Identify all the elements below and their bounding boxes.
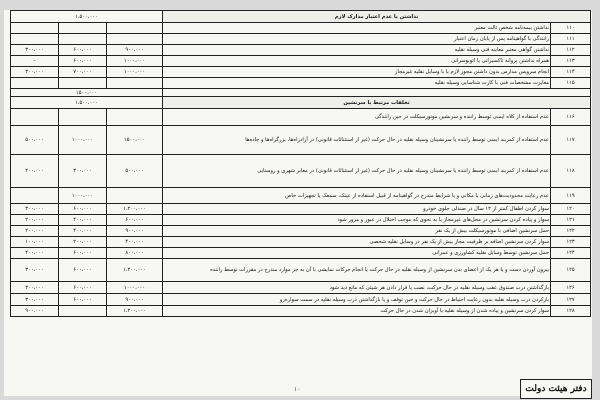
fine-amount-3: ۱،۲۰۰،۰۰۰ (107, 306, 163, 317)
violation-description: عدم رعایت محدودیت‌های زمانی یا مکانی و یا شرایط مندرج در گواهینامه از قبیل استفاده از عینک، سمعک یا تجهیزات خاص (163, 188, 551, 204)
row-number: ۱۲۱ (551, 215, 591, 226)
fine-amount-3: ۸۰۰،۰۰۰ (107, 248, 163, 259)
row-number: ۱۱۹ (551, 188, 591, 204)
fine-amount-1: ۲۰۰،۰۰۰ (11, 155, 59, 188)
fine-amount-1: ۳۰۰،۰۰۰ (11, 259, 59, 282)
row-number: ۱۲۶ (551, 282, 591, 294)
fine-amount-2 (59, 23, 107, 34)
row-number: ۱۱۴ (551, 67, 591, 78)
table-row (11, 45, 591, 56)
violation-description: عدم استفاده از کمربند ایمنی توسط راننده یا سرنشینان وسیله نقلیه در حال حرکت (غیر از استثنائات قانونی) در معابر شهری و روستایی (163, 155, 551, 188)
table-row (11, 204, 591, 215)
row-number: ۱۱۱ (551, 34, 591, 45)
section-footer-blank (163, 89, 591, 97)
fine-amount-1: ۳۰۰،۰۰۰ (11, 67, 59, 78)
fine-amount-1: – (11, 56, 59, 67)
table-row (11, 226, 591, 237)
table-row (11, 237, 591, 248)
fine-amount-3: ۱۵۰۰،۰۰۰ (107, 126, 163, 155)
violation-description: سوار و پیاده کردن سرنشین در محل‌های غیرمجاز یا به نحوی که موجب اختلال در عبور و مرور شود (163, 215, 551, 226)
fine-amount-3 (107, 109, 163, 126)
fine-amount-3 (107, 23, 163, 34)
table-row (11, 126, 591, 155)
row-number: ۱۱۲ (551, 45, 591, 56)
table-row (11, 56, 591, 67)
row-number: ۱۱۵ (551, 78, 591, 89)
section-title: تخلفات مرتبط با سرنشین (163, 97, 591, 109)
fine-amount-3: ۹۰۰،۰۰۰ (107, 45, 163, 56)
fine-amount-2: ۴۰۰،۰۰۰ (59, 226, 107, 237)
fine-amount-1: ۳۰۰،۰۰۰ (11, 45, 59, 56)
table-row (11, 294, 591, 306)
violation-description: نداشتن گواهی معتبر معاینه فنی وسیله نقلیه (163, 45, 551, 56)
fine-amount-1 (11, 78, 59, 89)
fine-amount-1: ۳۰۰،۰۰۰ (11, 294, 59, 306)
section-title: نداشتن یا عدم اعتبار مدارک لازم (163, 11, 591, 23)
fine-amount-3: ۴۰۰،۰۰۰ (107, 237, 163, 248)
fine-amount-3: ۱۰۰۰،۰۰۰ (107, 56, 163, 67)
fines-table (10, 10, 591, 317)
fine-amount-3: ۵۰۰،۰۰۰ (107, 155, 163, 188)
fine-amount-2: ۶۰۰،۰۰۰ (59, 282, 107, 294)
fine-amount-1: ۳۰۰،۰۰۰ (11, 282, 59, 294)
page-number: ۱۰ (294, 386, 301, 393)
fine-amount-2: ۶۰۰،۰۰۰ (59, 204, 107, 215)
violation-description: انجام سرویس مدارس بدون داشتن مجوز لازم یا با وسایل نقلیه غیرمجاز (163, 67, 551, 78)
violation-description: عدم استفاده از کمربند ایمنی توسط راننده یا سرنشینان وسیله نقلیه در حال حرکت (غیر از استثنائات قانونی) در آزادراه‌ها، بزرگراه‌ها و جاده‌ها (163, 126, 551, 155)
table-row (11, 155, 591, 188)
fine-amount-2: ۶۰۰،۰۰۰ (59, 294, 107, 306)
table-row (11, 23, 591, 34)
section-footer-amount: ۱۵۰۰،۰۰۰ (11, 89, 163, 97)
row-number: ۱۱۶ (551, 109, 591, 126)
row-number: ۱۱۷ (551, 126, 591, 155)
table-row (11, 282, 591, 294)
violation-description: بازگذاشتن درب صندوق عقب وسیله نقلیه در حال حرکت، نصب یا قرار دادن هر شیئی که مانع دید شود (163, 282, 551, 294)
fine-amount-3 (107, 78, 163, 89)
row-number: ۱۲۴ (551, 248, 591, 259)
section-amount: ۱،۵۰۰،۰۰۰ (11, 11, 163, 23)
fine-amount-1: ۴۰۰،۰۰۰ (11, 248, 59, 259)
fine-amount-1 (11, 188, 59, 204)
fine-amount-2: ۶۰۰،۰۰۰ (59, 56, 107, 67)
section-amount: ۱،۵۰۰،۰۰۰ (11, 97, 163, 109)
row-number: ۱۲۷ (551, 294, 591, 306)
fine-amount-2: ۷۰۰،۰۰۰ (59, 67, 107, 78)
fine-amount-2 (59, 306, 107, 317)
fine-amount-2 (59, 78, 107, 89)
violation-description: بیرون آوردن دست و یا هر یک از اعضای بدن سرنشین از وسیله نقلیه در حال حرکت یا انجام حرکات نمایشی با آن به جز موارد مندرج در مقررات توسط راننده (163, 259, 551, 282)
fine-amount-1: ۵۰۰،۰۰۰ (11, 126, 59, 155)
row-number: ۱۲۲ (551, 226, 591, 237)
row-number: ۱۲۵ (551, 259, 591, 282)
table-row (11, 109, 591, 126)
row-number: ۱۱۸ (551, 155, 591, 188)
fine-amount-2 (59, 109, 107, 126)
table-row (11, 259, 591, 282)
government-office-stamp: دفتر هیئت دولت (520, 379, 592, 399)
fine-amount-3: ۱،۲۰۰،۰۰۰ (107, 259, 163, 282)
fine-amount-1 (11, 34, 59, 45)
fine-amount-2: ۱۰۰۰،۰۰۰ (59, 126, 107, 155)
violation-description: حمل سرنشین اضافی با موتورسیکلت بیش از یک نفر (163, 226, 551, 237)
violation-description: سوار کردن سرنشین و پیاده شدن از وسیله نقلیه یا آویزان شدن در حال حرکت (163, 306, 551, 317)
section-header-row (11, 97, 591, 109)
fine-amount-1: ۳۰۰،۰۰۰ (11, 204, 59, 215)
fine-amount-2: ۶۰۰،۰۰۰ (59, 45, 107, 56)
fine-amount-3: ۱،۲۰۰،۰۰۰ (107, 204, 163, 215)
violation-description: سوار کردن اطفال کمتر از ۱۲ سال در صندلی جلوی خودرو (163, 204, 551, 215)
row-number: ۱۲۳ (551, 237, 591, 248)
fine-amount-1: ۱۰۰،۰۰۰ (11, 237, 59, 248)
fine-amount-2: ۶۰۰،۰۰۰ (59, 248, 107, 259)
fine-amount-2 (59, 34, 107, 45)
fine-amount-1 (11, 23, 59, 34)
table-row (11, 34, 591, 45)
table-row (11, 248, 591, 259)
fine-amount-2: ۶۰۰،۰۰۰ (59, 259, 107, 282)
table-row (11, 67, 591, 78)
document-page (4, 10, 592, 396)
fine-amount-2: ۴۰۰،۰۰۰ (59, 215, 107, 226)
violation-description: سوار کردن سرنشین اضافه بر ظرفیت مجاز بیش از یک نفر در وسایل نقلیه شخصی (163, 237, 551, 248)
table-row (11, 215, 591, 226)
section-footer-row (11, 89, 591, 97)
section-header-row (11, 11, 591, 23)
violation-description: مغایرت مشخصات فنی با کارت شناسایی وسیله نقلیه (163, 78, 551, 89)
table-row (11, 78, 591, 89)
fine-amount-3: ۹۰۰،۰۰۰ (107, 294, 163, 306)
fine-amount-2: ۳۰۰،۰۰۰ (59, 155, 107, 188)
fine-amount-3: ۱۰۰۰،۰۰۰ (107, 67, 163, 78)
fine-amount-1 (11, 109, 59, 126)
table-row (11, 188, 591, 204)
fine-amount-3: ۶۰۰،۰۰۰ (107, 215, 163, 226)
table-row (11, 306, 591, 317)
fine-amount-2: ۱۰۰۰،۰۰۰ (59, 188, 107, 204)
violation-description: عدم استفاده از کلاه ایمنی توسط راننده و سرنشین موتورسیکلت در حین رانندگی (163, 109, 551, 126)
row-number: ۱۱۰ (551, 23, 591, 34)
violation-description: حمل سرنشین توسط وسایل نقلیه کشاورزی و عمرانی (163, 248, 551, 259)
violation-description: نداشتن بیمه‌نامه شخص ثالث معتبر (163, 23, 551, 34)
violation-description: همراه نداشتن پروانه تاکسیرانی یا اتوبوسرانی (163, 56, 551, 67)
fine-amount-2: ۲۰۰،۰۰۰ (59, 237, 107, 248)
fine-amount-3: ۹۰۰،۰۰۰ (107, 226, 163, 237)
row-number: ۱۱۳ (551, 56, 591, 67)
fine-amount-1: ۹۰۰،۰۰۰ (11, 306, 59, 317)
fine-amount-1: ۲۰۰،۰۰۰ (11, 215, 59, 226)
row-number: ۱۲۰ (551, 204, 591, 215)
fine-amount-3 (107, 188, 163, 204)
fine-amount-3: ۱۰۰۰،۰۰۰ (107, 282, 163, 294)
row-number: ۱۲۸ (551, 306, 591, 317)
violation-description: رانندگی با گواهینامه پس از پایان زمان اعتبار (163, 34, 551, 45)
fine-amount-3 (107, 34, 163, 45)
violation-description: بازکردن درب وسیله نقلیه بدون رعایت احتیاط در حال حرکت و حین توقف و یا بازگذاشتن درب وسیله نقلیه در سمت سواره‌رو (163, 294, 551, 306)
fine-amount-1: ۲۰۰،۰۰۰ (11, 226, 59, 237)
